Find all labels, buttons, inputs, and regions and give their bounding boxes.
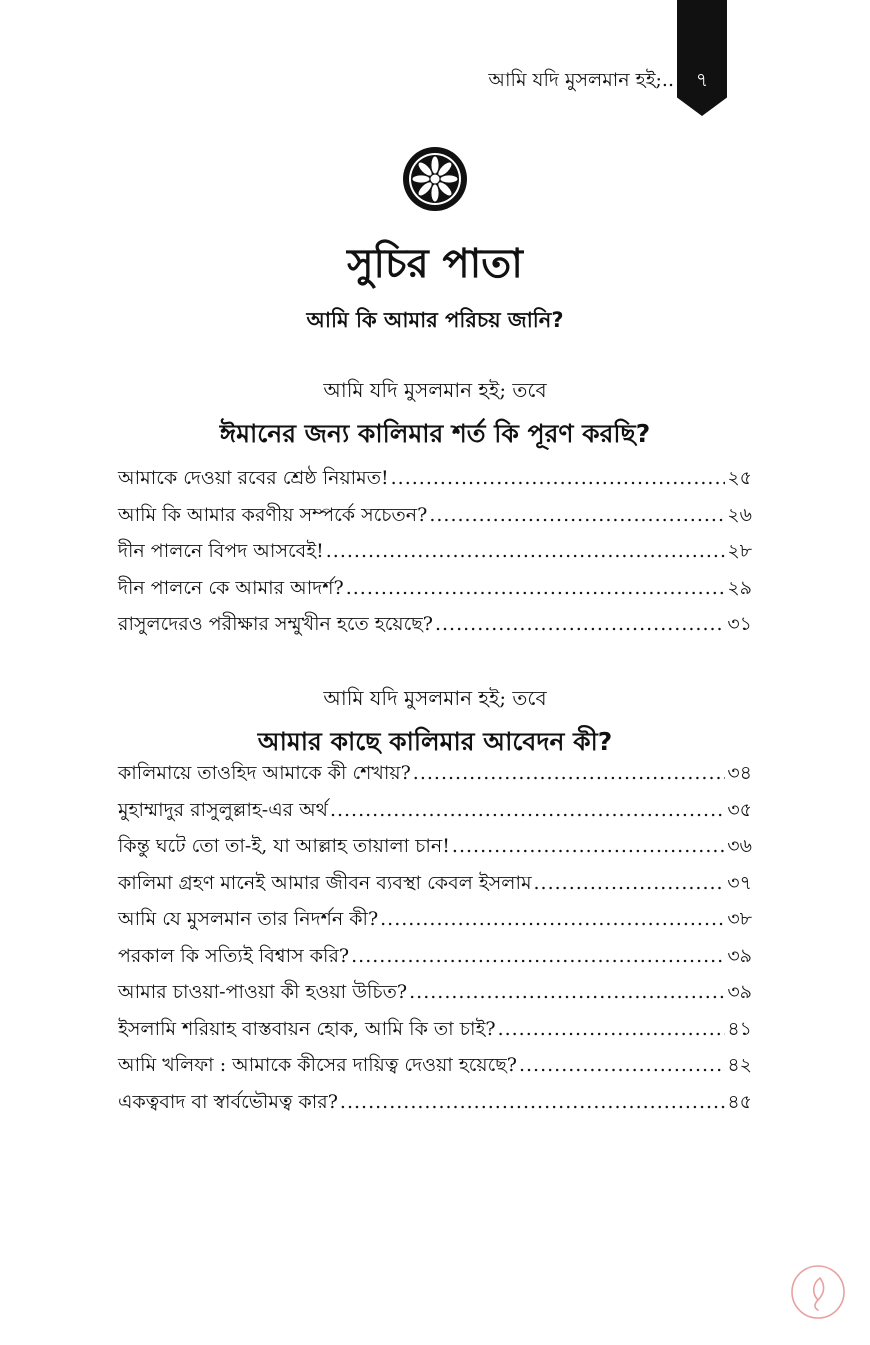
running-head-title: আমি যদি মুসলমান হই;.. bbox=[488, 69, 674, 91]
toc-entry-page: ৪২ bbox=[727, 1054, 752, 1076]
toc-entry-page: ২৫ bbox=[727, 467, 752, 489]
toc-entry[interactable] bbox=[118, 905, 752, 942]
leader-dots bbox=[498, 1018, 726, 1040]
toc-entry[interactable] bbox=[118, 942, 752, 979]
toc-entry-title: ইসলামি শরিয়াহ বাস্তবায়ন হোক, আমি কি তা চাই? bbox=[118, 1017, 496, 1040]
toc-entry-page: ২৬ bbox=[727, 503, 752, 526]
leader-dots bbox=[380, 908, 725, 930]
toc-entry-title: দীন পালনে কে আমার আদর্শ? bbox=[118, 576, 344, 599]
toc-entry-title: আমাকে দেওয়া রবের শ্রেষ্ঠ নিয়ামত! bbox=[118, 467, 389, 489]
toc-entry-page: ৩১ bbox=[727, 613, 752, 635]
toc-entry[interactable] bbox=[118, 1088, 752, 1125]
toc-entry-page: ২৮ bbox=[727, 540, 752, 562]
toc-entry[interactable] bbox=[118, 759, 752, 796]
toc-entry-page: ৪১ bbox=[727, 1017, 752, 1040]
section-heading: ঈমানের জন্য কালিমার শর্ত কি পূরণ করছি? bbox=[219, 419, 651, 448]
leader-dots bbox=[452, 835, 725, 857]
toc-entry-title: কালিমায়ে তাওহিদ আমাকে কী শেখায়? bbox=[118, 762, 411, 784]
page-number: ৭ bbox=[695, 69, 709, 91]
wheel-ornament-icon bbox=[401, 145, 469, 213]
leader-dots bbox=[351, 945, 725, 967]
leader-dots bbox=[346, 577, 726, 599]
toc-entry-page: ৩৯ bbox=[727, 944, 752, 967]
leader-dots bbox=[326, 540, 726, 562]
leader-dots bbox=[519, 1054, 725, 1076]
toc-entry[interactable] bbox=[118, 869, 752, 906]
page-number-tab bbox=[677, 0, 727, 116]
section-intro: আমি যদি মুসলমান হই; তবে bbox=[323, 686, 547, 710]
leader-dots bbox=[409, 981, 725, 1003]
toc-entry-title: রাসুলদেরও পরীক্ষার সম্মুখীন হতে হয়েছে? bbox=[118, 613, 433, 635]
page-title: সুচির পাতা bbox=[347, 241, 523, 287]
toc-entry-page: ৩৭ bbox=[727, 871, 752, 894]
toc-entry-page: ৪৫ bbox=[727, 1090, 752, 1113]
toc-entry-title: কিন্তু ঘটে তো তা-ই, যা আল্লাহ তায়ালা চান! bbox=[118, 835, 450, 857]
toc-entry[interactable] bbox=[118, 1015, 752, 1052]
section-heading: আমার কাছে কালিমার আবেদন কী? bbox=[257, 727, 613, 756]
leader-dots bbox=[330, 799, 725, 821]
toc-entry[interactable] bbox=[118, 1051, 752, 1088]
leader-dots bbox=[340, 1091, 725, 1113]
toc-entry-title: আমি যে মুসলমান তার নিদর্শন কী? bbox=[118, 908, 379, 930]
watermark-logo-icon bbox=[790, 1264, 846, 1320]
toc-entry-page: ৩৬ bbox=[727, 835, 752, 857]
leader-dots bbox=[534, 872, 726, 894]
toc-entry-page: ৩৮ bbox=[727, 908, 752, 930]
toc-entry-title: আমি কি আমার করণীয় সম্পর্কে সচেতন? bbox=[118, 503, 428, 526]
toc-entry[interactable] bbox=[118, 978, 752, 1015]
leader-dots bbox=[429, 504, 725, 526]
leader-dots bbox=[435, 613, 725, 635]
toc-entry-title: একত্ববাদ বা স্বার্বভৌমত্ব কার? bbox=[118, 1090, 338, 1113]
leader-dots bbox=[391, 467, 726, 489]
toc-entry-title: পরকাল কি সত্যিই বিশ্বাস করি? bbox=[118, 944, 350, 967]
toc-entry-page: ৩৯ bbox=[727, 981, 752, 1003]
page-subtitle: আমি কি আমার পরিচয় জানি? bbox=[306, 308, 564, 332]
leader-dots bbox=[413, 762, 726, 784]
section-intro: আমি যদি মুসলমান হই; তবে bbox=[323, 378, 547, 402]
toc-entry[interactable] bbox=[118, 832, 752, 869]
toc-entry[interactable] bbox=[118, 501, 752, 538]
toc-entry-page: ৩৪ bbox=[727, 762, 752, 784]
toc-entry-title: আমি খলিফা : আমাকে কীসের দায়িত্ব দেওয়া হয়েছে? bbox=[118, 1054, 517, 1076]
toc-entry-title: আমার চাওয়া-পাওয়া কী হওয়া উচিত? bbox=[118, 981, 408, 1003]
toc-entry-title: দীন পালনে বিপদ আসবেই! bbox=[118, 540, 324, 562]
toc-entry[interactable] bbox=[118, 464, 752, 501]
toc-list bbox=[118, 759, 752, 1124]
toc-entry[interactable] bbox=[118, 610, 752, 647]
toc-entry-page: ২৯ bbox=[727, 576, 752, 599]
toc-entry[interactable] bbox=[118, 537, 752, 574]
toc-entry-title: মুহাম্মাদুর রাসুলুল্লাহ-এর অর্থ bbox=[118, 798, 328, 821]
toc-entry[interactable] bbox=[118, 574, 752, 611]
toc-list bbox=[118, 464, 752, 647]
toc-entry[interactable] bbox=[118, 796, 752, 833]
toc-entry-page: ৩৫ bbox=[727, 798, 752, 821]
toc-entry-title: কালিমা গ্রহণ মানেই আমার জীবন ব্যবস্থা কেবল ইসলাম bbox=[118, 871, 532, 894]
